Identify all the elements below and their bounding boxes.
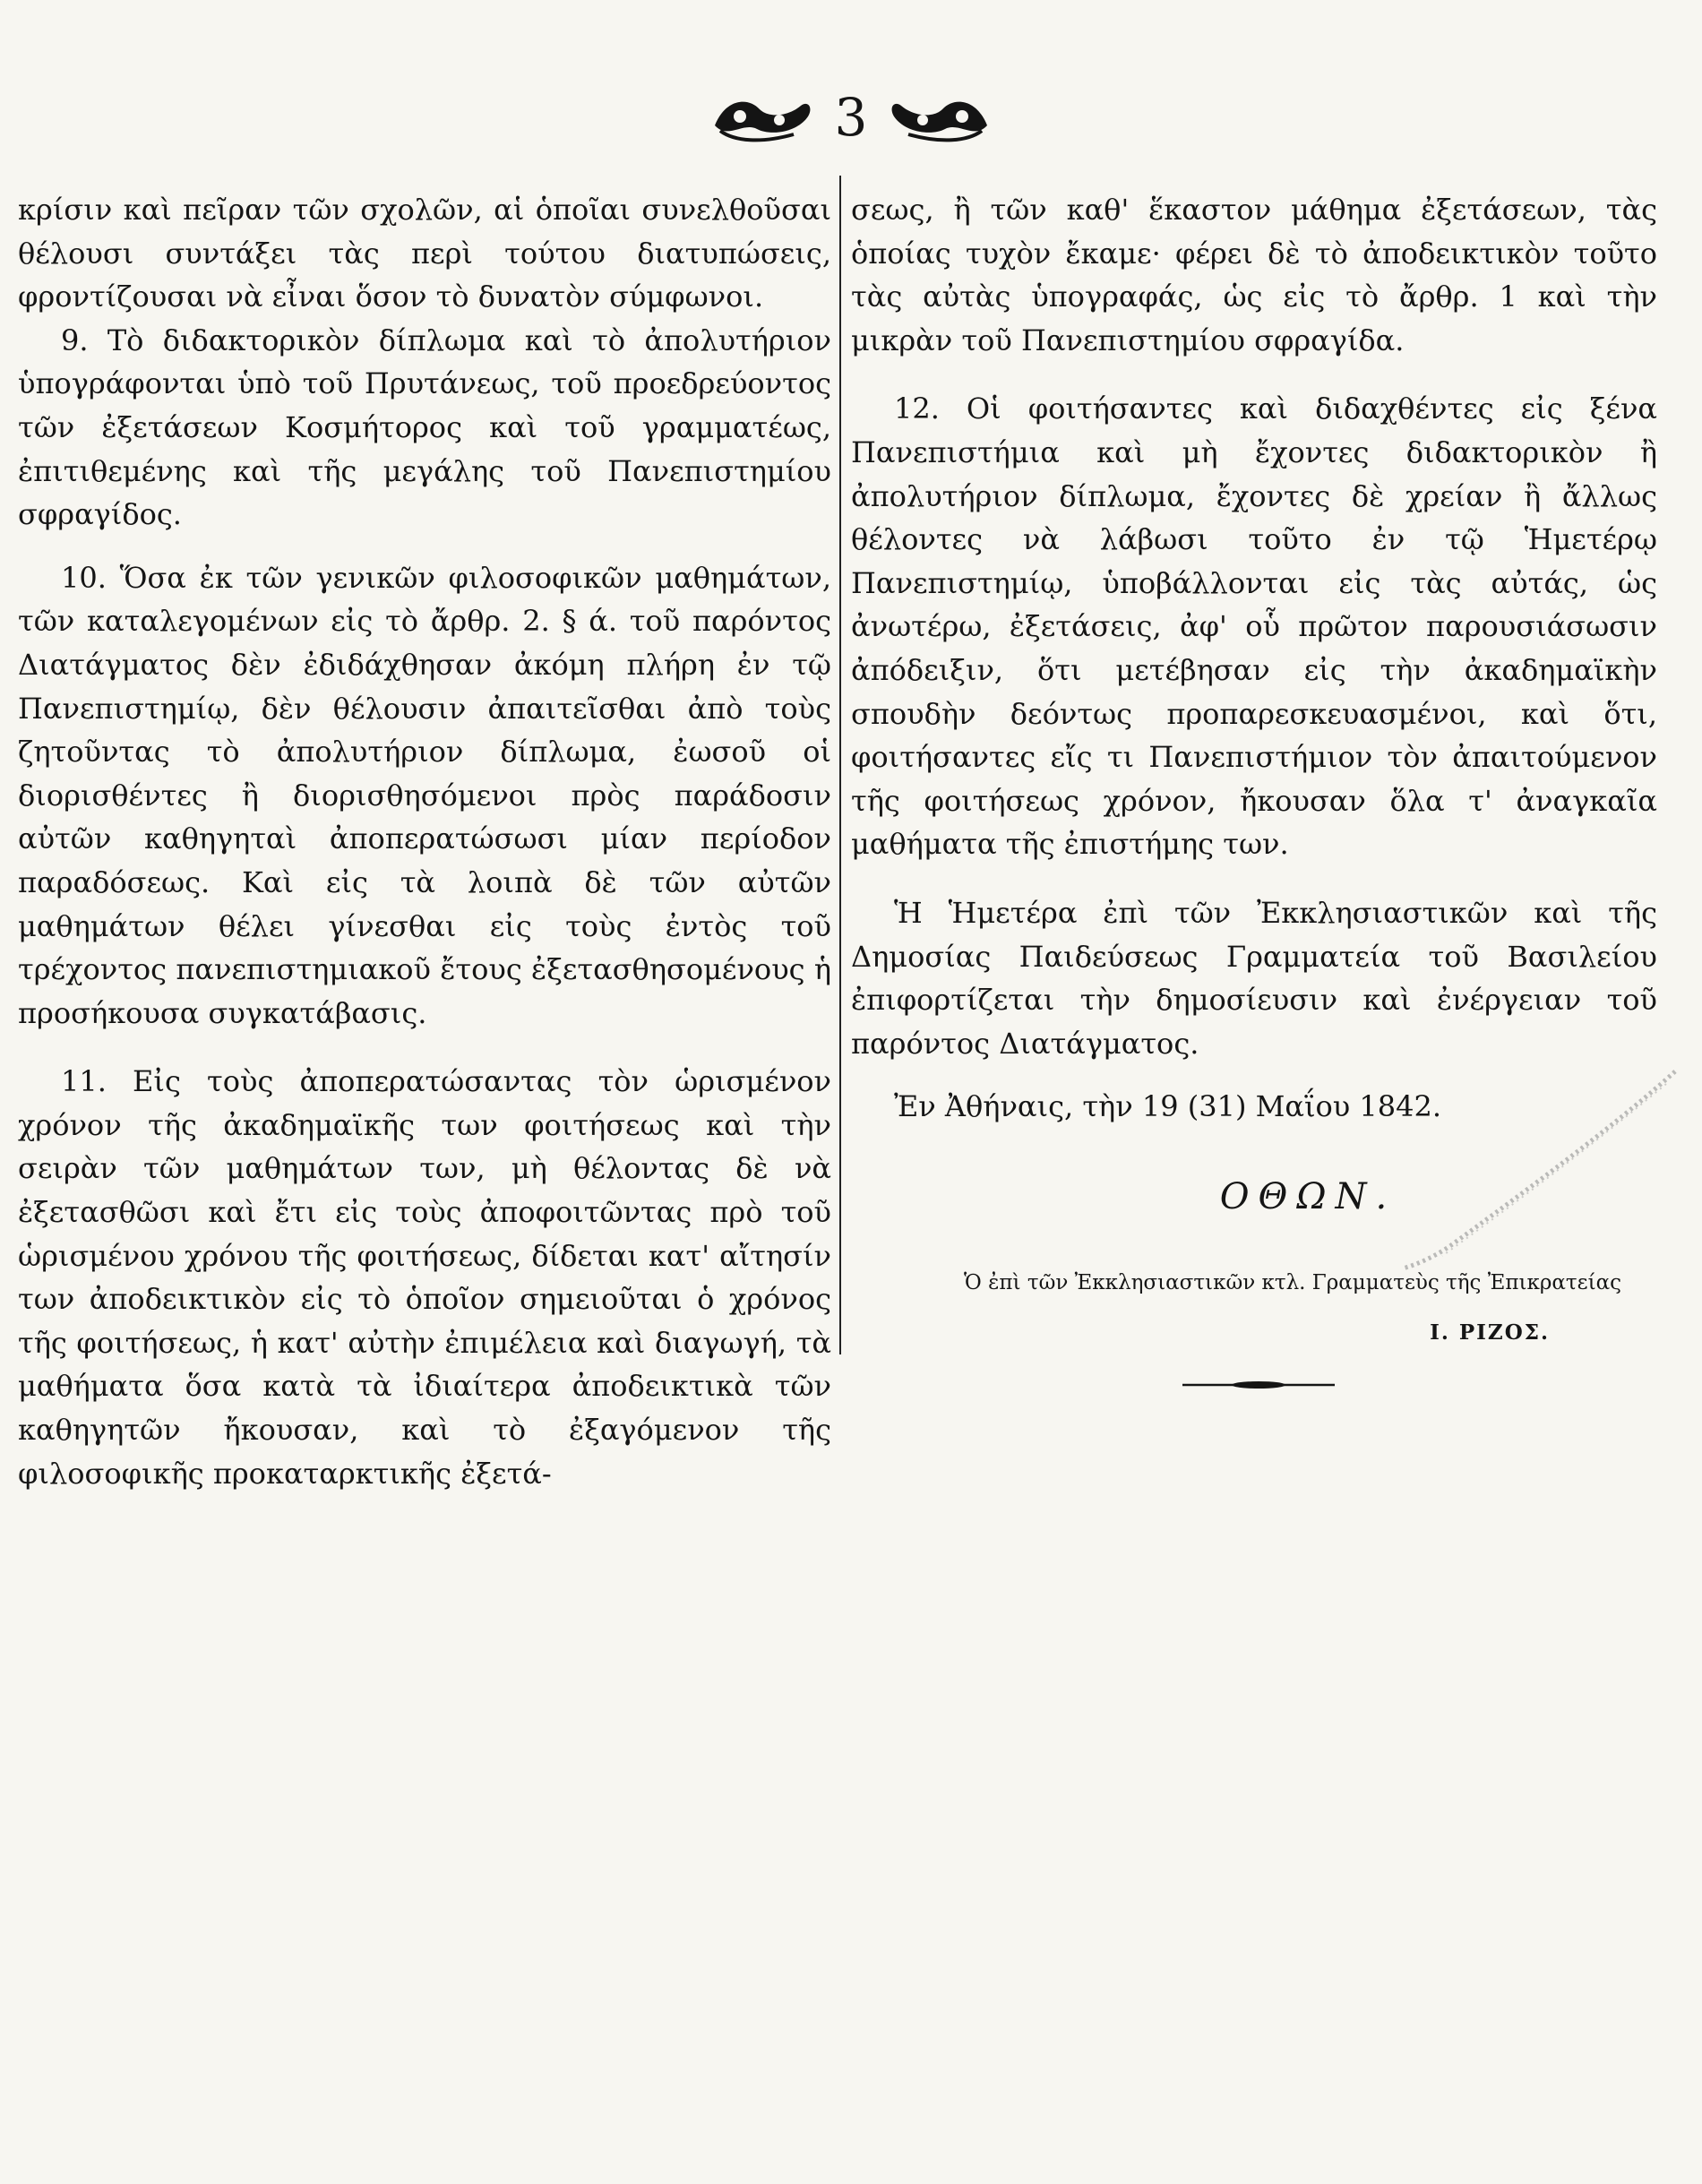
page-header — [0, 87, 1702, 148]
paragraph-continuation: κρίσιν καὶ πεῖραν τῶν σχολῶν, αἱ ὁποῖαι συνελθοῦσαι θέλουσι συντάξει τὰς περὶ τούτου διατυπώσεις, φροντίζουσαι νὰ εἶναι ὅσον τὸ δυνατὸν σύμφωνοι. — [18, 193, 831, 314]
secretary-name: Ι. ΡΙΖΟΣ. — [1430, 1320, 1550, 1345]
secretary-title: Ὁ ἐπὶ τῶν Ἐκκλησιαστικῶν κτλ. Γραμματεὺς τῆς Ἐπικρατείας — [964, 1270, 1621, 1294]
paragraph-article-11-continued: σεως, ἢ τῶν καθ' ἕκαστον μάθημα ἐξετάσεων, τὰς ὁποίας τυχὸν ἔκαμε· φέρει δὲ τὸ ἀποδεικτικὸν τοῦτο τὰς αὐτὰς ὑπογραφάς, ὡς εἰς τὸ ἄρθρ. 1 καὶ τὴν μικρὰν τοῦ Πανεπιστημίου σφραγίδα. — [851, 193, 1657, 357]
paragraph-article-10: 10. Ὅσα ἐκ τῶν γενικῶν φιλοσοφικῶν μαθημάτων, τῶν καταλεγομένων εἰς τὸ ἄρθρ. 2. § ά. τοῦ παρόντος Διατάγματος δὲν ἐδιδάχθησαν ἀκόμη πλήρη ἐν τῷ Πανεπιστημίῳ, δὲν θέλουσιν ἀπαιτεῖσθαι ἀπὸ τοὺς ζητοῦντας τὸ ἀπολυτήριον δίπλωμα, ἐωσοῦ οἱ διορισθέντες ἢ διορισθησόμενοι πρὸς παράδοσιν αὐτῶν καθηγηταὶ ἀποπερατώσωσι μίαν περίοδον παραδόσεως. Καὶ εἰς τὰ λοιπὰ δὲ τῶν αὐτῶν μαθημάτων θέλει γίνεσθαι εἰς τοὺς ἐντὸς τοῦ τρέχοντος πανεπιστημιακοῦ ἔτους ἐξετασθησομένους ἡ προσήκουσα συγκατάβασις. — [18, 560, 831, 1030]
paragraph-publication-order: Ἡ Ἡμετέρα ἐπὶ τῶν Ἐκκλησιαστικῶν καὶ τῆς Δημοσίας Παιδεύσεως Γραμματεία τοῦ Βασιλείου ἐπιφορτίζεται τὴν δημοσίευσιν καὶ ἐνέργειαν τοῦ παρόντος Διατάγματος. — [851, 895, 1657, 1061]
paragraph-article-12: 12. Οἱ φοιτήσαντες καὶ διδαχθέντες εἰς ξένα Πανεπιστήμια καὶ μὴ ἔχοντες διδακτορικὸν ἢ ἀπολυτήριον δίπλωμα, ἔχοντες δὲ χρείαν ἢ ἄλλως θέλοντες νὰ λάβωσι τοῦτο ἐν τῷ Ἡμετέρῳ Πανεπιστημίῳ, ὑποβάλλονται εἰς τὰς αὐτάς, ὡς ἀνωτέρω, ἐξετάσεις, ἀφ' οὗ πρῶτον παρουσιάσωσιν ἀπόδειξιν, ὅτι μετέβησαν εἰς τὴν ἀκαδημαϊκὴν σπουδὴν δεόντως προπαρεσκευασμένοι, καὶ ὅτι, φοιτήσαντες εἴς τι Πανεπιστήμιον τὸν ἀπαιτούμενον τῆς φοιτήσεως χρόνον, ἤκουσαν ὅλα τ' ἀναγκαῖα μαθήματα τῆς ἐπιστήμης των. — [851, 391, 1657, 862]
ink-stroke-mark — [1397, 1066, 1684, 1272]
royal-signature: ΟΘΩΝ. — [1219, 1175, 1397, 1217]
date-line: Ἐν Ἀθήναις, τὴν 19 (31) Μαΐου 1842. — [894, 1089, 1442, 1124]
page-number: 3 — [834, 87, 868, 148]
column-divider — [839, 176, 841, 1354]
right-ornament-icon — [887, 90, 994, 145]
left-ornament-icon — [708, 90, 815, 145]
end-ornament-rule — [1182, 1380, 1335, 1390]
left-column — [18, 188, 831, 1495]
paragraph-article-9: 9. Τὸ διδακτορικὸν δίπλωμα καὶ τὸ ἀπολυτήριον ὑπογράφονται ὑπὸ τοῦ Πρυτάνεως, τοῦ προεδρεύοντος τῶν ἐξετάσεων Κοσμήτορος καὶ τοῦ γραμματέως, ἐπιτιθεμένης καὶ τῆς μεγάλης τοῦ Πανεπιστημίου σφραγίδος. — [18, 322, 831, 532]
paragraph-article-11: 11. Εἰς τοὺς ἀποπερατώσαντας τὸν ὡρισμένον χρόνον τῆς ἀκαδημαϊκῆς των φοιτήσεως καὶ τὴν σειρὰν τῶν μαθημάτων των, μὴ θέλοντας δὲ νὰ ἐξετασθῶσι καὶ ἔτι εἰς τοὺς ἀποφοιτῶντας πρὸ τοῦ ὡρισμένου χρόνου τῆς φοιτήσεως, δίδεται κατ' αἴτησίν των ἀποδεικτικὸν εἰς τὸ ὁποῖον σημειοῦται ὁ χρόνος τῆς φοιτήσεως, ἡ κατ' αὐτὴν ἐπιμέλεια καὶ διαγωγή, τὰ μαθήματα ὅσα κατὰ τὰ ἰδιαίτερα ἀποδεικτικὰ τῶν καθηγητῶν ἤκουσαν, καὶ τὸ ἐξαγόμενον τῆς φιλοσοφικῆς προκαταρκτικῆς ἐξετά- — [18, 1064, 831, 1491]
